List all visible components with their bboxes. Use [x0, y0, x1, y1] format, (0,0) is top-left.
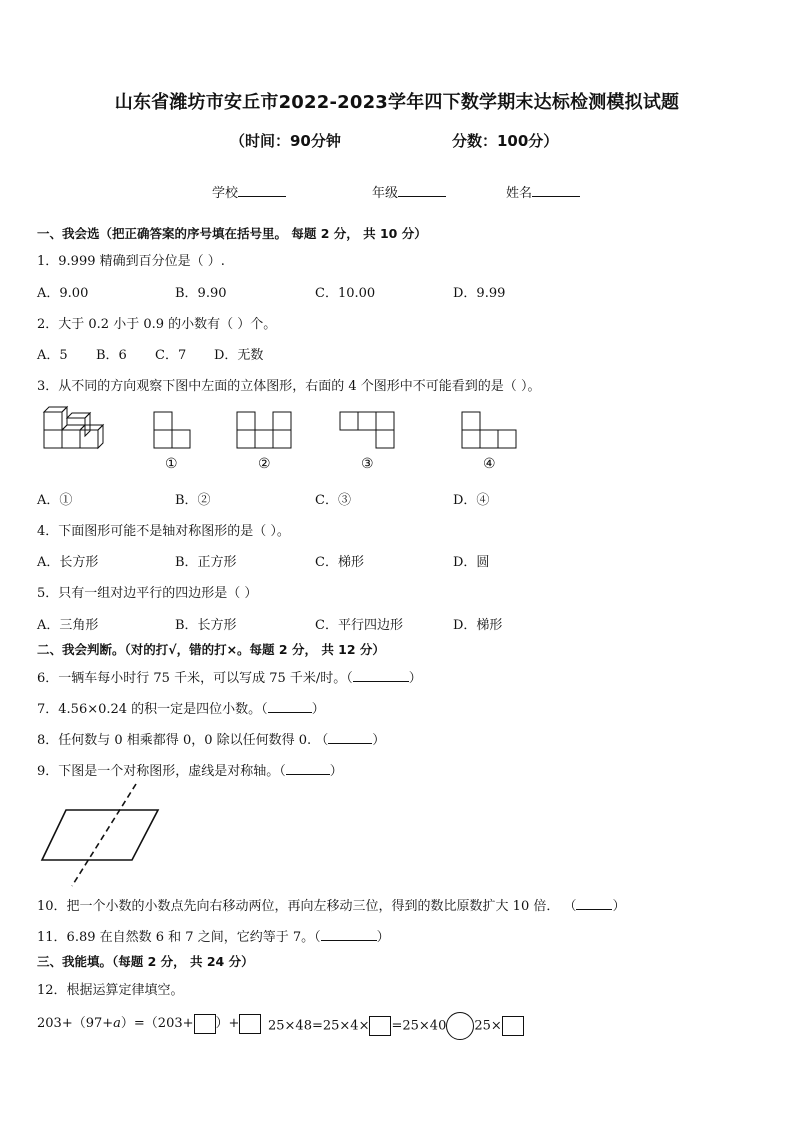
expr1-part-c: ）+	[215, 1016, 240, 1031]
question-10	[37, 895, 626, 914]
question-12: 12．根据运算定律填空。	[37, 983, 184, 998]
school-label: 学校	[212, 186, 239, 201]
view-caption-2: ②	[258, 456, 271, 472]
view-figure-2	[236, 411, 294, 451]
q3-option-a[interactable]: A．①	[37, 493, 73, 508]
school-field[interactable]	[212, 182, 286, 201]
q11-answer-blank[interactable]	[321, 928, 377, 941]
q10-answer-blank[interactable]	[576, 897, 612, 910]
expr1-answer-box-2[interactable]	[239, 1014, 261, 1034]
q4-option-b[interactable]: B．正方形	[175, 555, 237, 570]
cube-stack-figure	[40, 404, 112, 464]
expr1-part-b: ）=（203+	[120, 1016, 194, 1031]
q3-option-d[interactable]: D．④	[453, 493, 490, 508]
grade-blank[interactable]	[398, 184, 446, 197]
question-2: 2．大于 0.2 小于 0.9 的小数有（ ）个。	[37, 317, 277, 332]
expr1-part-a: 203+（97+	[37, 1016, 114, 1031]
question-11-text: 11．6.89 在自然数 6 和 7 之间，它约等于 7。（	[37, 930, 321, 945]
expr2-part-a: 25×48=25×4×	[268, 1018, 370, 1034]
school-blank[interactable]	[238, 184, 286, 197]
q2-option-a[interactable]: A．5	[37, 348, 68, 363]
name-blank[interactable]	[532, 184, 580, 197]
q11-close: ）	[376, 930, 390, 945]
exam-time: （时间：90分钟	[230, 132, 341, 150]
q5-option-b[interactable]: B．长方形	[175, 618, 237, 633]
question-4: 4．下面图形可能不是轴对称图形的是（ ）。	[37, 524, 290, 539]
section-3-heading: 三、我能填。（每题 2 分， 共 24 分）	[37, 954, 254, 969]
q1-option-c[interactable]: C．10.00	[315, 286, 376, 301]
q4-option-d[interactable]: D．圆	[453, 555, 490, 570]
expr1-variable: a	[113, 1016, 121, 1031]
q4-option-c[interactable]: C．梯形	[315, 555, 364, 570]
q2-option-d[interactable]: D．无数	[214, 348, 264, 363]
question-9-text: 9．下图是一个对称图形，虚线是对称轴。（	[37, 764, 286, 779]
view-caption-3: ③	[361, 456, 374, 472]
name-field[interactable]	[506, 182, 580, 201]
q9-close: ）	[329, 764, 343, 779]
question-3: 3．从不同的方向观察下图中左面的立体图形，右面的 4 个图形中不可能看到的是（ ）。	[37, 379, 541, 394]
view-caption-1: ①	[165, 456, 178, 472]
section-2-heading: 二、我会判断。（对的打√，错的打×。每题 2 分， 共 12 分）	[37, 642, 385, 657]
question-6	[37, 667, 422, 686]
question-7	[37, 698, 325, 717]
question-6-text: 6．一辆车每小时行 75 千米，可以写成 75 千米/时。（	[37, 671, 353, 686]
question-9	[37, 760, 343, 779]
q4-option-a[interactable]: A．长方形	[37, 555, 99, 570]
q10-close: ）	[612, 899, 626, 914]
expr2-part-b: =25×40	[391, 1018, 447, 1034]
question-7-text: 7．4.56×0.24 的积一定是四位小数。（	[37, 702, 268, 717]
expr2-part-c: 25×	[474, 1018, 502, 1034]
q7-answer-blank[interactable]	[268, 700, 312, 713]
question-11	[37, 926, 390, 945]
q3-option-b[interactable]: B．②	[175, 493, 211, 508]
question-8-text: 8．任何数与 0 相乘都得 0，0 除以任何数得 0. （	[37, 733, 329, 748]
grade-field[interactable]	[372, 182, 446, 201]
q5-option-c[interactable]: C．平行四边形	[315, 618, 403, 633]
view-figure-4	[461, 411, 519, 451]
q8-close: ）	[372, 733, 386, 748]
q5-option-a[interactable]: A．三角形	[37, 618, 99, 633]
q6-answer-blank[interactable]	[353, 669, 409, 682]
view-figure-1	[153, 411, 193, 451]
expression-1	[37, 1012, 261, 1034]
q1-option-d[interactable]: D．9.99	[453, 286, 506, 301]
parallelogram-figure	[36, 782, 166, 888]
page-title: 山东省潍坊市安丘市2022-2023学年四下数学期末达标检测模拟试题	[114, 92, 680, 113]
view-figure-3	[339, 411, 397, 451]
q8-answer-blank[interactable]	[328, 731, 372, 744]
question-1: 1．9.999 精确到百分位是（ ）.	[37, 254, 225, 269]
q3-option-c[interactable]: C．③	[315, 493, 351, 508]
q6-close: ）	[408, 671, 422, 686]
q2-option-b[interactable]: B．6	[96, 348, 127, 363]
q1-option-b[interactable]: B．9.90	[175, 286, 227, 301]
q2-option-c[interactable]: C．7	[155, 348, 187, 363]
expr2-answer-box-2[interactable]	[502, 1016, 524, 1036]
q5-option-d[interactable]: D．梯形	[453, 618, 503, 633]
expr2-operator-circle[interactable]	[446, 1012, 474, 1040]
expression-2	[268, 1012, 524, 1040]
expr1-answer-box-1[interactable]	[194, 1014, 216, 1034]
q1-option-a[interactable]: A．9.00	[37, 286, 89, 301]
expr2-answer-box-1[interactable]	[369, 1016, 391, 1036]
question-8	[37, 729, 385, 748]
grade-label: 年级	[372, 186, 399, 201]
section-1-heading: 一、我会选（把正确答案的序号填在括号里。 每题 2 分， 共 10 分）	[37, 226, 427, 241]
q9-answer-blank[interactable]	[286, 762, 330, 775]
view-caption-4: ④	[483, 456, 496, 472]
exam-score: 分数：100分）	[452, 132, 559, 150]
name-label: 姓名	[506, 186, 533, 201]
question-10-text: 10．把一个小数的小数点先向右移动两位，再向左移动三位，得到的数比原数扩大 10 倍． （	[37, 899, 577, 914]
question-5: 5．只有一组对边平行的四边形是（ ）	[37, 586, 258, 601]
q7-close: ）	[311, 702, 325, 717]
